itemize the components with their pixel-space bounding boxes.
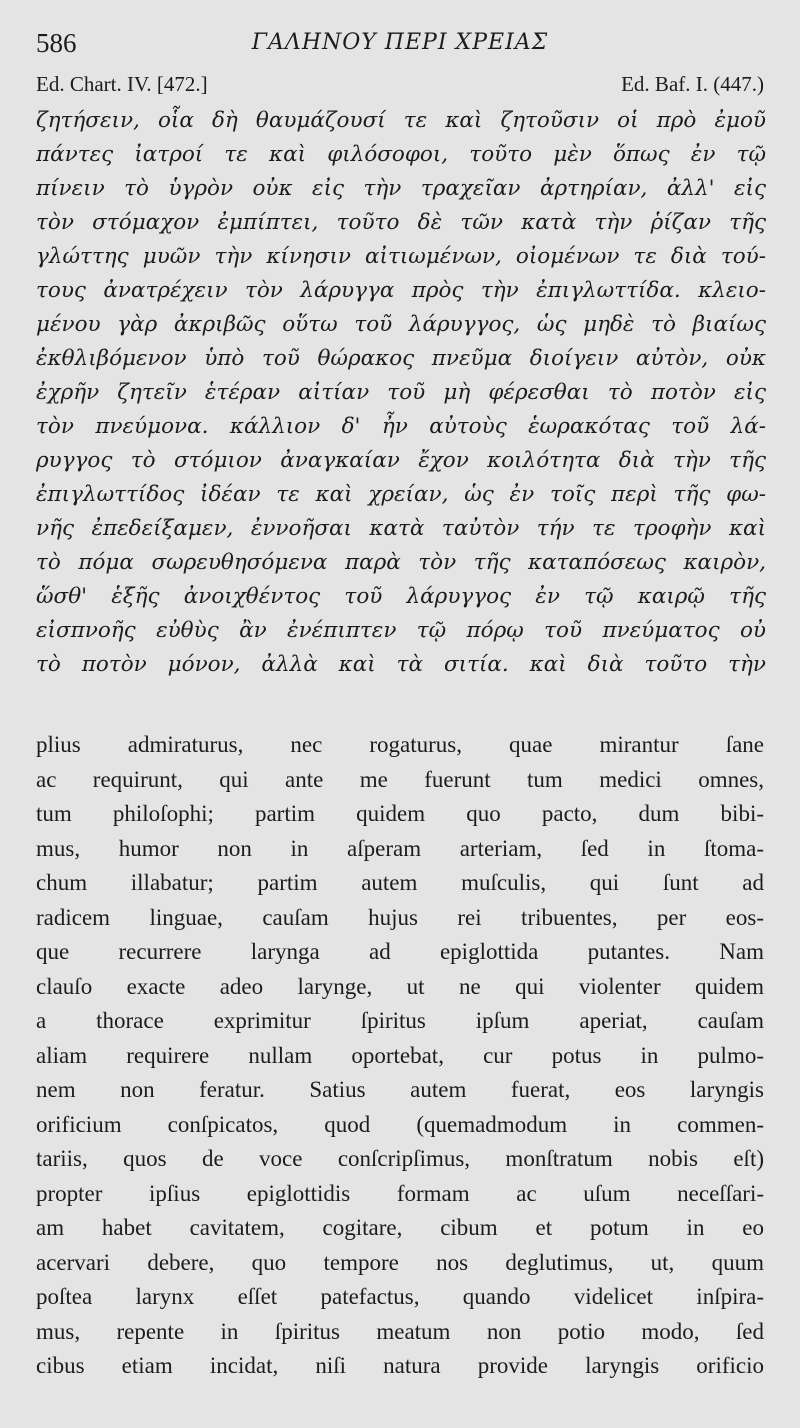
edition-chart-reference: Ed. Chart. IV. [472.] xyxy=(36,72,208,96)
greek-line: μένου γὰρ ἀκριβῶς οὕτω τοῦ λάρυγγος, ὡς μηδὲ τὸ βιαίως xyxy=(36,312,766,337)
greek-line: ὥσθ' ἑξῆς ἀνοιχθέντος τοῦ λάρυγγος ἐν τῷ καιρῷ τῆς xyxy=(36,584,766,609)
greek-line: ζητήσειν, οἷα δὴ θαυμάζουσί τε καὶ ζητοῦσιν οἱ πρὸ ἐμοῦ xyxy=(36,108,766,133)
latin-line: plius admiraturus, nec rogaturus, quae mirantur ſane xyxy=(36,732,764,757)
greek-line: νῆς ἐπεδείξαμεν, ἐννοῆσαι κατὰ ταὐτὸν τήν τε τροφὴν καὶ xyxy=(36,516,766,541)
latin-line: a thorace exprimitur ſpiritus ipſum aperiat, cauſam xyxy=(36,1008,764,1033)
latin-line: aliam requirere nullam oportebat, cur potus in pulmo- xyxy=(36,1042,764,1068)
latin-line: nem non feratur. Satius autem fuerat, eos laryngis xyxy=(36,1077,764,1102)
page-number: 586 xyxy=(36,28,77,58)
latin-line: cibus etiam incidat, niſi natura provide laryngis orificio xyxy=(36,1353,764,1378)
greek-line: τὸν πνεύμονα. κάλλιον δ' ἦν αὐτοὺς ἑωρακότας τοῦ λά- xyxy=(36,414,766,439)
greek-line: εἰσπνοῆς εὐθὺς ἂν ἐνέπιπτεν τῷ πόρῳ τοῦ πνεύματος οὐ xyxy=(36,618,766,643)
running-title: ΓΑΛΗΝΟΥ ΠΕΡΙ ΧΡΕΙΑΣ xyxy=(251,30,549,55)
latin-line: tariis, quos de voce conſcripſimus, monſtratum nobis eſt) xyxy=(36,1146,764,1171)
latin-line: mus, humor non in aſperam arteriam, ſed in ſtoma- xyxy=(36,835,764,861)
greek-line: ἐπιγλωττίδος ἰδέαν τε καὶ χρείαν, ὡς ἐν τοῖς περὶ τῆς φω- xyxy=(36,482,766,507)
latin-line: acervari debere, quo tempore nos deglutimus, ut, quum xyxy=(36,1249,764,1275)
latin-line: que recurrere larynga ad epiglottida putantes. Nam xyxy=(36,939,764,964)
latin-line: tum philoſophi; partim quidem quo pacto, dum bibi- xyxy=(36,801,764,826)
latin-line: am habet cavitatem, cogitare, cibum et potum in eo xyxy=(36,1215,764,1240)
greek-line: τὸν στόμαχον ἐμπίπτει, τοῦτο δὲ τῶν κατὰ τὴν ῥίζαν τῆς xyxy=(36,210,766,235)
greek-line: πάντες ἰατροί τε καὶ φιλόσοφοι, τοῦτο μὲν ὅπως ἐν τῷ xyxy=(36,142,766,167)
latin-line: ac requirunt, qui ante me fuerunt tum medici omnes, xyxy=(36,766,764,792)
latin-line: poſtea larynx eſſet patefactus, quando videlicet inſpira- xyxy=(36,1284,764,1309)
page-header xyxy=(36,28,764,64)
latin-line: clauſo exacte adeo larynge, ut ne qui violenter quidem xyxy=(36,973,764,999)
greek-line: ἐκθλιβόμενον ὑπὸ τοῦ θώρακος πνεῦμα διοίγειν αὐτὸν, οὐκ xyxy=(36,346,766,371)
greek-line: τὸ πόμα σωρευθησόμενα παρὰ τὸν τῆς καταπόσεως καιρὸν, xyxy=(36,550,766,575)
latin-line: chum illabatur; partim autem muſculis, qui ſunt ad xyxy=(36,870,764,895)
greek-line: ἐχρῆν ζητεῖν ἑτέραν αἰτίαν τοῦ μὴ φέρεσθαι τὸ ποτὸν εἰς xyxy=(36,380,766,405)
greek-line: γλώττης μυῶν τὴν κίνησιν αἰτιωμένων, οἰομένων τε διὰ τού- xyxy=(36,244,766,269)
latin-line: mus, repente in ſpiritus meatum non potio modo, ſed xyxy=(36,1318,764,1344)
edition-reference-line xyxy=(36,72,764,102)
latin-line: radicem linguae, cauſam hujus rei tribuentes, per eos- xyxy=(36,904,764,930)
greek-line: τους ἀνατρέχειν τὸν λάρυγγα πρὸς τὴν ἐπιγλωττίδα. κλειο- xyxy=(36,278,766,303)
edition-basel-reference: Ed. Baf. I. (447.) xyxy=(621,72,764,96)
latin-line: propter ipſius epiglottidis formam ac uſum neceſſari- xyxy=(36,1180,764,1206)
greek-line: ρυγγος τὸ στόμιον ἀναγκαίαν ἔχον κοιλότητα διὰ τὴν τῆς xyxy=(36,448,766,473)
greek-line: τὸ ποτὸν μόνον, ἀλλὰ καὶ τὰ σιτία. καὶ διὰ τοῦτο τὴν xyxy=(36,652,766,677)
latin-line: orificium conſpicatos, quod (quemadmodum in commen- xyxy=(36,1111,764,1137)
latin-text-block xyxy=(36,728,764,1384)
greek-text-block xyxy=(36,104,766,682)
greek-line: πίνειν τὸ ὑγρὸν οὐκ εἰς τὴν τραχεῖαν ἀρτηρίαν, ἀλλ' εἰς xyxy=(36,176,766,201)
